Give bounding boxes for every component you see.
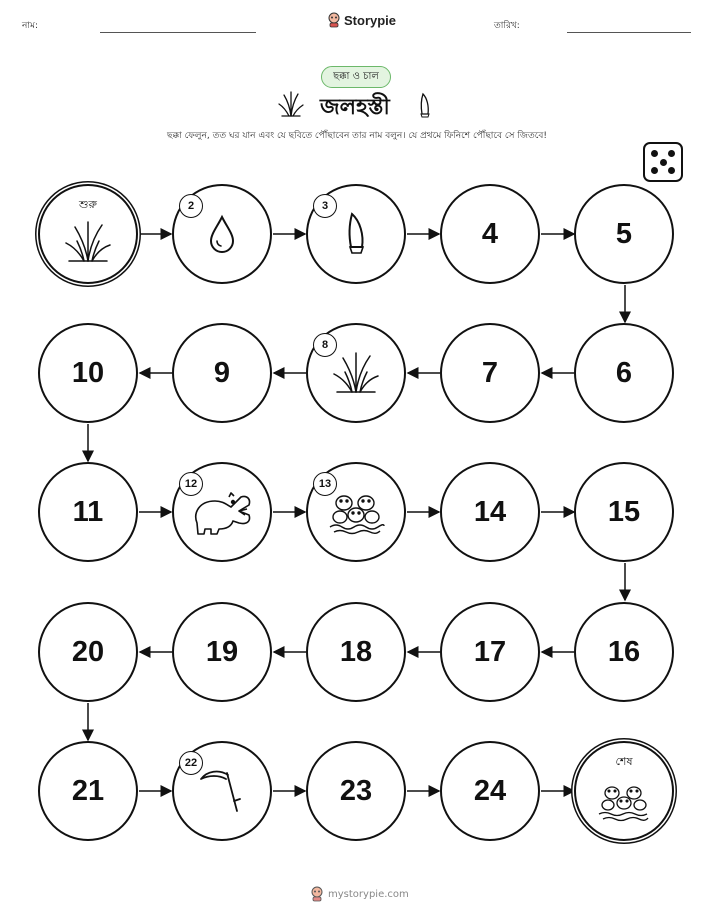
board-cell-4[interactable] [440, 184, 540, 284]
name-label: নাম: [22, 21, 39, 31]
cell-number: 20 [71, 635, 105, 668]
cell-number: 2 [179, 194, 203, 218]
board-cell-12[interactable] [172, 462, 272, 562]
scythe-icon [197, 765, 247, 817]
cell-number: 22 [179, 751, 203, 775]
cell-number: 13 [313, 472, 337, 496]
board-cell-10[interactable] [38, 323, 138, 423]
board-cell-3[interactable] [306, 184, 406, 284]
board-cell-18[interactable] [306, 602, 406, 702]
board-cell-6[interactable] [574, 323, 674, 423]
cell-number: 10 [71, 356, 105, 389]
board-cell-21[interactable] [38, 741, 138, 841]
board-cell-7[interactable] [440, 323, 540, 423]
start-cell[interactable] [38, 184, 138, 284]
grass-icon [63, 219, 113, 265]
cell-number: 24 [473, 774, 507, 807]
cell-number: 3 [313, 194, 337, 218]
cell-number: 5 [615, 217, 633, 250]
board-cell-22[interactable] [172, 741, 272, 841]
board-cell-24[interactable] [440, 741, 540, 841]
board-cell-23[interactable] [306, 741, 406, 841]
start-label: শুরু [79, 198, 97, 211]
cell-number: 16 [607, 635, 641, 668]
cell-number: 7 [481, 356, 499, 389]
footer [310, 886, 409, 902]
board-cell-17[interactable] [440, 602, 540, 702]
cell-number: 9 [213, 356, 231, 389]
board-cell-9[interactable] [172, 323, 272, 423]
cell-number: 19 [205, 635, 239, 668]
water-drop-icon [207, 214, 237, 254]
cell-number: 21 [71, 774, 105, 807]
board-cell-15[interactable] [574, 462, 674, 562]
board-cell-11[interactable] [38, 462, 138, 562]
cell-number: 18 [339, 635, 373, 668]
finish-label: শেষ [615, 755, 633, 768]
cell-number: 6 [615, 356, 633, 389]
page-title: জলহস্তী [320, 95, 390, 120]
cell-number: 11 [72, 495, 104, 528]
hippo-family-icon [596, 781, 652, 823]
finish-cell[interactable] [574, 741, 674, 841]
cell-number: 23 [339, 774, 373, 807]
storypie-mascot-icon [310, 886, 324, 902]
board-cell-16[interactable] [574, 602, 674, 702]
board-cell-14[interactable] [440, 462, 540, 562]
hippo-icon [189, 487, 255, 537]
board-cell-2[interactable] [172, 184, 272, 284]
cell-number: 8 [313, 333, 337, 357]
cell-number: 12 [179, 472, 203, 496]
footer-url[interactable]: mystorypie.com [328, 888, 409, 900]
board-cell-5[interactable] [574, 184, 674, 284]
hippo-family-icon [326, 489, 386, 535]
cell-number: 14 [473, 495, 507, 528]
board-cell-13[interactable] [306, 462, 406, 562]
game-badge: ছক্কা ও চাল [321, 66, 391, 88]
brand-name: Storypie [344, 12, 397, 28]
board-cell-19[interactable] [172, 602, 272, 702]
grass-icon [331, 350, 381, 396]
tusk-icon [343, 211, 369, 257]
board-cell-20[interactable] [38, 602, 138, 702]
cell-number: 4 [481, 217, 499, 250]
board-cell-8[interactable] [306, 323, 406, 423]
cell-number: 17 [473, 635, 507, 668]
cell-number: 15 [607, 495, 641, 528]
date-label: তারিখ: [494, 21, 520, 31]
instructions: ছক্কা ফেলুন, তত ঘর যান এবং যে ছবিতে পৌঁছাবেন তার নাম বলুন। যে প্রথমে ফিনিশে পৌঁছাবে সে জিতবে! [167, 131, 547, 141]
